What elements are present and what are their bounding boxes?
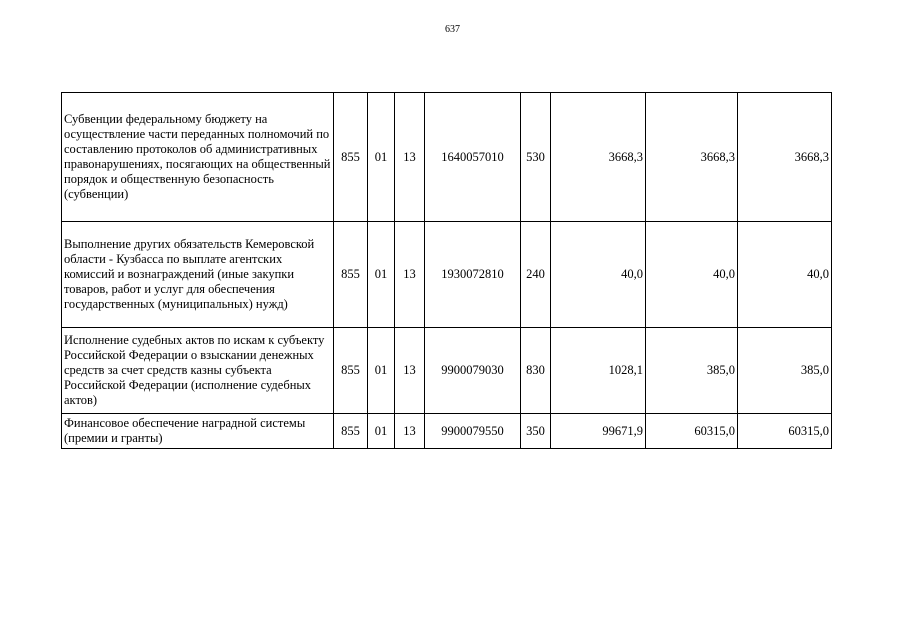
expense-type-cell: 240 [521, 222, 551, 328]
section-code-cell: 01 [368, 414, 395, 449]
expense-name-cell: Исполнение судебных актов по искам к субъекту Российской Федерации о взыскании денежных средств за счет средств казны субъекта Российской Федерации (исполнение судебных актов) [62, 328, 334, 414]
amount-3-cell: 385,0 [738, 328, 832, 414]
ministry-code-cell: 855 [334, 328, 368, 414]
expense-name-cell: Финансовое обеспечение наградной системы (премии и гранты) [62, 414, 334, 449]
amount-1-cell: 40,0 [551, 222, 646, 328]
expense-type-cell: 350 [521, 414, 551, 449]
target-item-cell: 1930072810 [425, 222, 521, 328]
amount-2-cell: 385,0 [646, 328, 738, 414]
amount-3-cell: 60315,0 [738, 414, 832, 449]
amount-1-cell: 1028,1 [551, 328, 646, 414]
amount-3-cell: 40,0 [738, 222, 832, 328]
subsection-code-cell: 13 [395, 414, 425, 449]
expense-name-cell: Субвенции федеральному бюджету на осуществление части переданных полномочий по составлению протоколов об административных правонарушениях, посягающих на общественный порядок и общественную безопасность (субвенции) [62, 93, 334, 222]
expense-name-cell: Выполнение других обязательств Кемеровской области - Кузбасса по выплате агентских комиссий и вознаграждений (иные закупки товаров, работ и услуг для обеспечения государственных (муниципальных) нужд) [62, 222, 334, 328]
subsection-code-cell: 13 [395, 328, 425, 414]
subsection-code-cell: 13 [395, 222, 425, 328]
ministry-code-cell: 855 [334, 93, 368, 222]
amount-1-cell: 3668,3 [551, 93, 646, 222]
target-item-cell: 9900079550 [425, 414, 521, 449]
page-number: 637 [445, 24, 460, 35]
ministry-code-cell: 855 [334, 414, 368, 449]
amount-1-cell: 99671,9 [551, 414, 646, 449]
section-code-cell: 01 [368, 93, 395, 222]
table-row [62, 414, 832, 449]
table-row [62, 93, 832, 222]
budget-table [61, 92, 832, 449]
amount-2-cell: 40,0 [646, 222, 738, 328]
amount-2-cell: 60315,0 [646, 414, 738, 449]
amount-3-cell: 3668,3 [738, 93, 832, 222]
amount-2-cell: 3668,3 [646, 93, 738, 222]
target-item-cell: 9900079030 [425, 328, 521, 414]
expense-type-cell: 530 [521, 93, 551, 222]
section-code-cell: 01 [368, 328, 395, 414]
section-code-cell: 01 [368, 222, 395, 328]
expense-type-cell: 830 [521, 328, 551, 414]
table-row [62, 222, 832, 328]
ministry-code-cell: 855 [334, 222, 368, 328]
subsection-code-cell: 13 [395, 93, 425, 222]
target-item-cell: 1640057010 [425, 93, 521, 222]
table-row [62, 328, 832, 414]
